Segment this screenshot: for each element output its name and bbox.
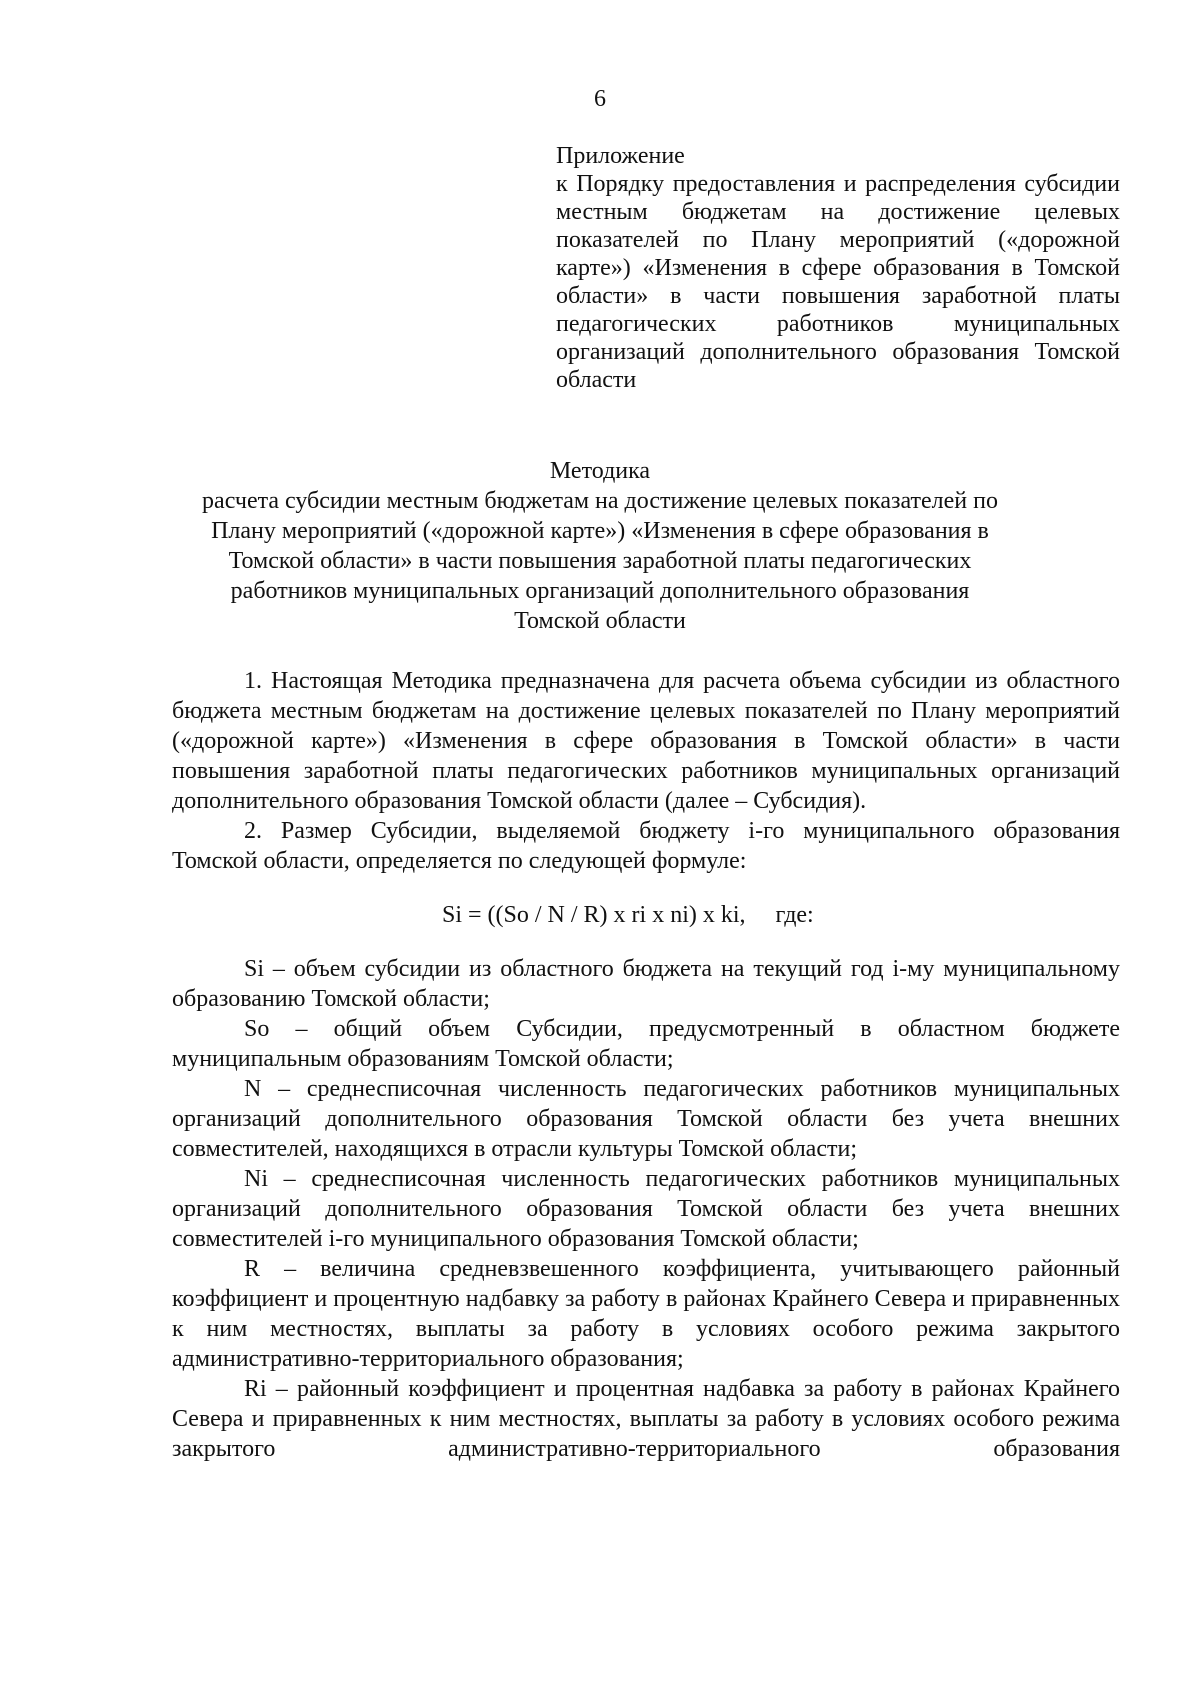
- page-number: 6: [594, 86, 606, 112]
- definition-ni: Ni – среднесписочная численность педагогических работников муниципальных организаций дополнительного образования Томской области без учета внешних совместителей i-го муниципального образования Томской области;: [172, 1166, 1120, 1252]
- definition-si: Si – объем субсидии из областного бюджета на текущий год i-му муниципальному образованию Томской области;: [172, 956, 1120, 1012]
- paragraph-1: 1. Настоящая Методика предназначена для расчета объема субсидии из областного бюджета местным бюджетам на достижение целевых показателей по Плану мероприятий («дорожной карте») «Изменения в сфере образования в Томской области» в части повышения заработной платы педагогических работников муниципальных организаций дополнительного образования Томской области (далее – Субсидия).: [172, 668, 1120, 814]
- appendix-block: [556, 142, 1120, 394]
- paragraph-2: 2. Размер Субсидии, выделяемой бюджету i-го муниципального образования Томской области, определяется по следующей формуле:: [172, 818, 1120, 874]
- methodology-heading: [200, 456, 1000, 636]
- definition-so: So – общий объем Субсидии, предусмотренный в областном бюджете муниципальным образованиям Томской области;: [172, 1016, 1120, 1072]
- definition-ri: Ri – районный коэффициент и процентная надбавка за работу в районах Крайнего Севера и приравненных к ним местностях, выплаты за работу в условиях особого режима закрытого административно-территориального образования: [172, 1376, 1120, 1462]
- methodology-title: Методика: [549, 458, 651, 484]
- subsidy-formula: [172, 900, 1120, 930]
- appendix-title: Приложение: [556, 143, 685, 169]
- appendix-body: к Порядку предоставления и распределения субсидии местным бюджетам на достижение целевых показателей по Плану мероприятий («дорожной карте») «Изменения в сфере образования в Томской области» в части повышения заработной платы педагогических работников муниципальных организаций дополнительного образования Томской области: [556, 171, 1120, 393]
- document-body: [172, 666, 1120, 1464]
- formula-where: где:: [775, 902, 814, 928]
- definition-r: R – величина средневзвешенного коэффициента, учитывающего районный коэффициент и процентную надбавку за работу в районах Крайнего Севера и приравненных к ним местностях, выплаты за работу в условиях особого режима закрытого административно-территориального образования;: [172, 1256, 1120, 1372]
- formula-expression: Si = ((So / N / R) x ri x ni) x ki,: [442, 902, 746, 928]
- methodology-subtitle: расчета субсидии местным бюджетам на достижение целевых показателей по Плану мероприятий («дорожной карте») «Изменения в сфере образования в Томской области» в части повышения заработной платы педагогических работников муниципальных организаций дополнительного образования Томской области: [202, 488, 998, 634]
- definition-n: N – среднесписочная численность педагогических работников муниципальных организаций дополнительного образования Томской области без учета внешних совместителей, находящихся в отрасли культуры Томской области;: [172, 1076, 1120, 1162]
